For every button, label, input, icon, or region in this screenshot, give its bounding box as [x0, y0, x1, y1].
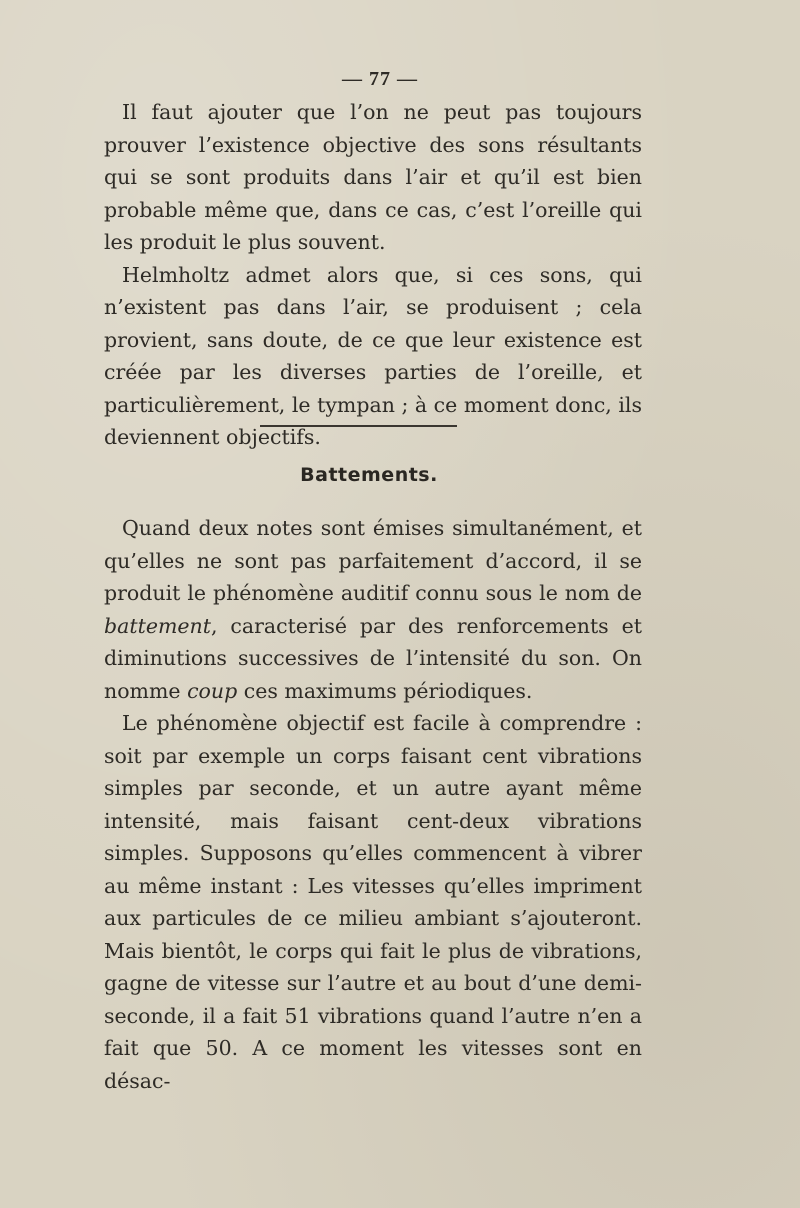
text-run: , caracterisé par des renforcements et diminutions successives de l’intensité du son. On nomme	[104, 613, 642, 703]
paragraph: Il faut ajouter que l’on ne peut pas toujours prouver l’existence objective des sons résultants qui se sont produits dans l’air et qu’il est bien probable même que, dans ce cas, c’est l’oreille qui les produit le plus souvent.	[104, 100, 642, 254]
page-number: — 77 —	[342, 68, 418, 90]
section-divider	[260, 425, 457, 427]
paragraph	[104, 512, 642, 707]
text-run: ces maximums périodiques.	[237, 678, 533, 703]
emphasized-term: coup	[187, 678, 238, 703]
paragraph: Helmholtz admet alors que, si ces sons, qui n’existent pas dans l’air, se produisent ; cela provient, sans doute, de ce que leur existence est créée par les diverses parties de l’oreille, et particulièrement, le tympan ; à ce moment donc, ils deviennent objectifs.	[104, 262, 642, 449]
text-run: Quand deux notes sont émises simultanément, et qu’elles ne sont pas parfaitement d’accord, il se produit le phénomène auditif connu sous le nom de	[104, 516, 642, 605]
paragraph: Le phénomène objectif est facile à comprendre : soit par exemple un corps faisant cent vibrations simples par seconde, et un autre ayant même intensité, mais faisant cent-deux vibrations simples. Supposons qu’elles commencent à vibrer au même instant : Les vitesses qu’elles impriment aux particules de ce milieu ambiant s’ajouteront. Mais bientôt, le corps qui fait le plus de vibrations, gagne de vitesse sur l’autre et au bout d’une demi-seconde, il a fait 51 vibrations quand l’autre n’en a fait que 50. A ce moment les vitesses sont en désac-	[104, 711, 642, 1093]
section-text	[104, 512, 642, 1097]
section-heading: Battements.	[300, 464, 438, 486]
emphasized-term: battement	[104, 613, 211, 638]
intro-text	[104, 96, 642, 454]
